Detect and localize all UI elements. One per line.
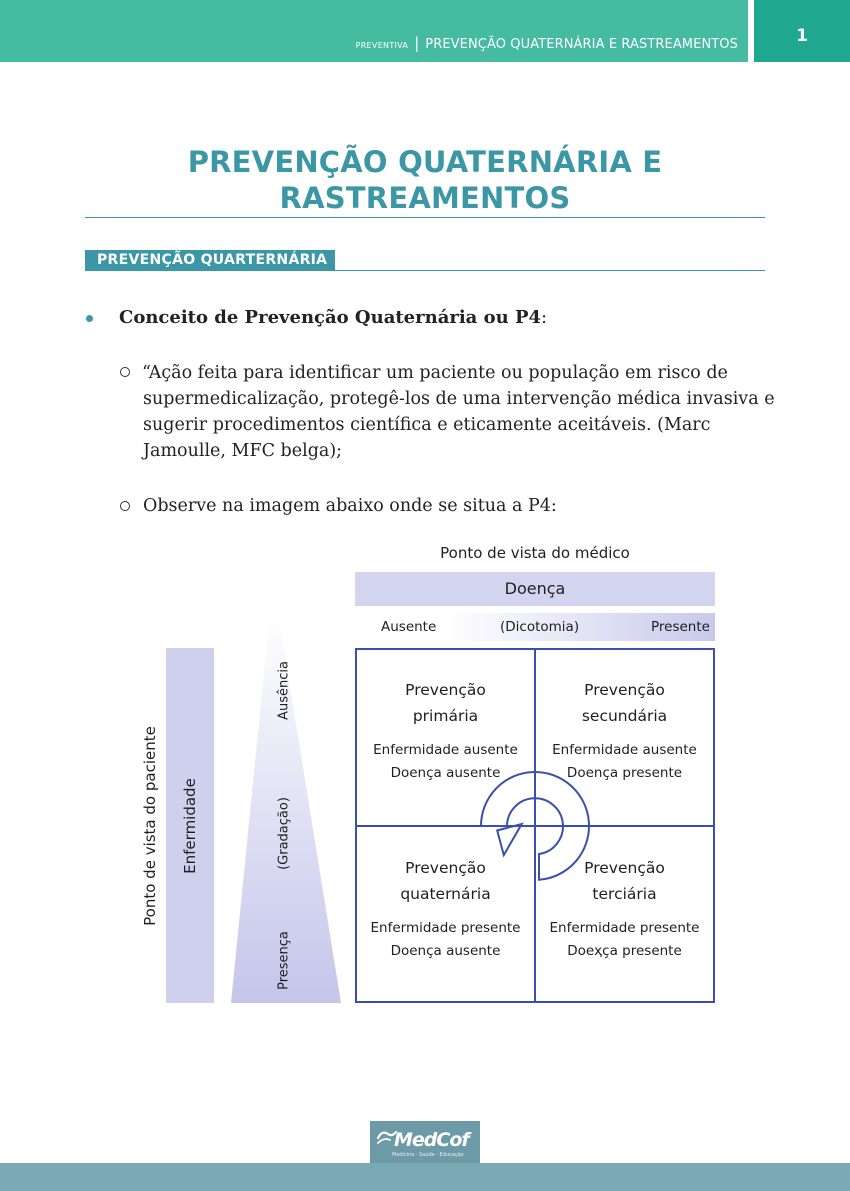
quote-text: “Ação feita para identificar um paciente ou população em risco de supermedicalização, protegê-los de uma intervenção médica invasiva e sugerir procedimentos científica e eticamente aceitáveis. (Marc Jamoulle, MFC belga); bbox=[142, 363, 775, 461]
quadrant-primaria bbox=[357, 677, 534, 785]
bullet-dot-icon bbox=[86, 315, 93, 322]
header-bar bbox=[0, 0, 748, 62]
quadrant-line2: Doeҳça presente bbox=[567, 943, 682, 959]
footer-bar bbox=[0, 1163, 850, 1191]
quadrant-line2: Doença ausente bbox=[390, 943, 501, 959]
logo-tagline: Medicina · Saúde · Educação bbox=[392, 1152, 464, 1158]
quadrant-line2: Doença presente bbox=[566, 765, 683, 781]
header-title: PREVENÇÃO QUATERNÁRIA E RASTREAMENTOS bbox=[425, 37, 738, 52]
header-separator: | bbox=[414, 34, 420, 52]
section-heading: PREVENÇÃO QUARTERNÁRIA bbox=[85, 250, 335, 270]
quadrant-line1: Enfermidade ausente bbox=[373, 742, 518, 758]
quadrant-line1: Enfermidade presente bbox=[549, 920, 700, 936]
grid-horizontal-line bbox=[355, 825, 715, 827]
page-title bbox=[85, 144, 765, 216]
quadrant-line1: Enfermidade presente bbox=[370, 920, 521, 936]
quadrant-secundaria bbox=[536, 677, 713, 785]
quadrant-line1: Enfermidade ausente bbox=[552, 742, 697, 758]
doenca-label: Doença bbox=[504, 579, 566, 598]
header-breadcrumb bbox=[356, 34, 738, 52]
page-title-line2: RASTREAMENTOS bbox=[279, 181, 571, 215]
medcof-logo bbox=[370, 1121, 480, 1163]
concept-suffix: : bbox=[541, 307, 548, 328]
quadrant-title: Prevenção bbox=[584, 681, 665, 699]
concept-bold: Conceito de Prevenção Quaternária ou P4 bbox=[119, 307, 542, 328]
gradient-top-label: Ausência bbox=[276, 661, 292, 720]
title-divider bbox=[85, 217, 765, 218]
quadrant-subtitle: secundária bbox=[581, 707, 668, 725]
enfermidade-label: Enfermidade bbox=[181, 778, 199, 874]
circle-bullet-icon bbox=[120, 367, 130, 377]
quadrant-line2: Doença ausente bbox=[390, 765, 501, 781]
quadrant-subtitle: primária bbox=[412, 707, 479, 725]
page-number: 1 bbox=[754, 0, 850, 62]
observe-text: Observe na imagem abaixo onde se situa a P4: bbox=[143, 496, 557, 516]
header-section: PREVENTIVA bbox=[355, 41, 409, 50]
quadrant-terciaria bbox=[536, 855, 713, 963]
concept-bullet bbox=[119, 305, 547, 331]
ausente-label: Ausente bbox=[381, 619, 437, 635]
quadrant-quaternaria bbox=[357, 855, 534, 963]
logo-name: MedCof bbox=[394, 1129, 469, 1151]
quadrant-subtitle: quaternária bbox=[400, 885, 491, 903]
quadrant-title: Prevenção bbox=[405, 681, 486, 699]
section-divider bbox=[85, 270, 765, 271]
circle-bullet-icon bbox=[120, 501, 130, 511]
presente-label: Presente bbox=[651, 619, 710, 635]
left-axis-label: Ponto de vista do paciente bbox=[141, 726, 159, 926]
quadrant-title: Prevenção bbox=[584, 859, 665, 877]
diagram-top-title: Ponto de vista do médico bbox=[440, 544, 630, 562]
gradient-mid-label: (Gradação) bbox=[276, 797, 292, 870]
dicotomia-label: (Dicotomia) bbox=[500, 619, 580, 635]
quadrant-subtitle: terciária bbox=[592, 885, 657, 903]
gradient-bottom-label: Presença bbox=[276, 931, 292, 990]
page-title-line1: PREVENÇÃO QUATERNÁRIA E bbox=[187, 145, 663, 179]
quadrant-title: Prevenção bbox=[405, 859, 486, 877]
